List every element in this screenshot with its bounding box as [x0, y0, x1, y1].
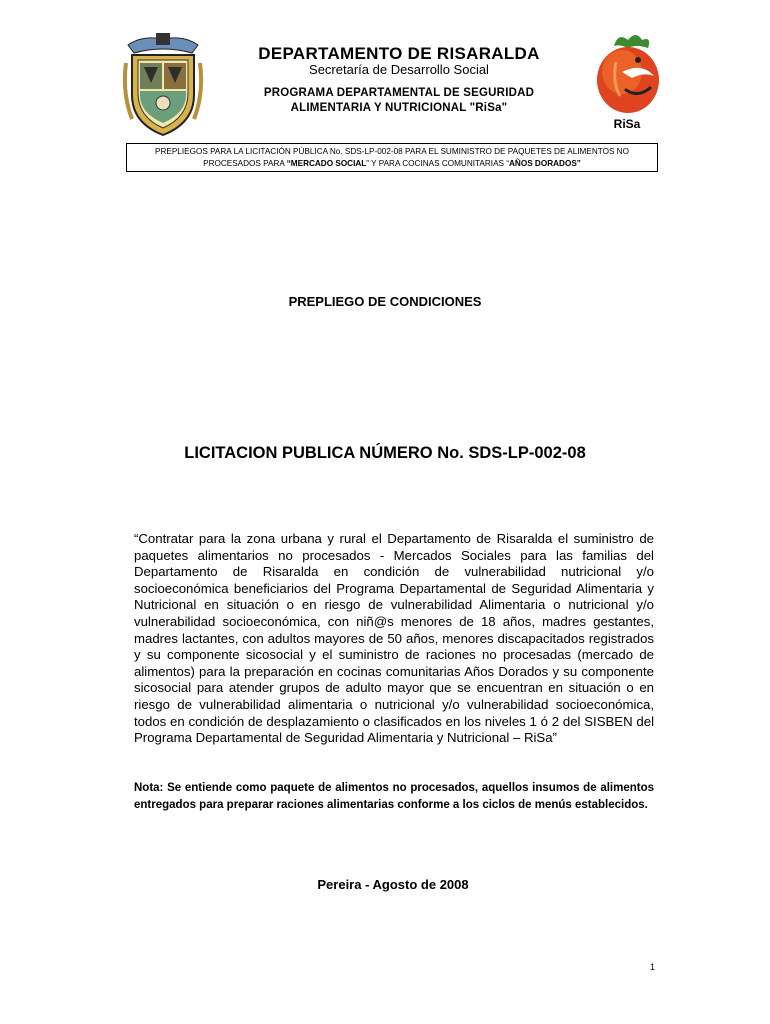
subject-text-3: ” — [576, 159, 581, 168]
risa-logo-label: RiSa — [613, 117, 641, 131]
department-crest-logo — [122, 33, 204, 137]
page-number: 1 — [650, 962, 656, 972]
subject-box — [126, 143, 658, 172]
place-date: Pereira - Agosto de 2008 — [317, 877, 469, 892]
program-name-line2: ALIMENTARIA Y NUTRICIONAL "RiSa" — [290, 102, 508, 114]
object-paragraph: “Contratar para la zona urbana y rural el Departamento de Risaralda el suministro de paquetes alimentarios no procesados - Mercados Sociales para las familias del Departamento de Risaralda en condición de vulnerabilidad nutricional y/o socioeconómica beneficiarios del Programa Departamental de Seguridad Alimentaria y Nutricional en situación o en riesgo de vulnerabilidad Alimentaria o nutricional y/o vulnerabilidad socioeconómica, con niñ@s menores de 18 años, madres gestantes, madres lactantes, con adultos mayores de 50 años, menores discapacitados registrados y su componente sicosocial y el suministro de raciones no procesadas (mercado de alimentos) para la preparación en cocinas comunitarias Años Dorados y su componente sicosocial para atender grupos de adulto mayor que se encuentran en situación o en riesgo de vulnerabilidad alimentaria o nutricional y/o vulnerabilidad socioeconómica, todos en condición de desplazamiento o clasificados en los niveles 1 ó 2 del SISBEN del Programa Departamental de Seguridad Alimentaria y Nutricional – RiSa” — [134, 531, 654, 746]
org-title: DEPARTAMENTO DE RISARALDA — [258, 44, 540, 63]
risa-tomato-logo — [592, 32, 662, 116]
nota-paragraph: Nota: Se entiende como paquete de alimentos no procesados, aquellos insumos de alimentos entregados para preparar raciones alimentarias conforme a los ciclos de menús establecidos. — [134, 782, 654, 811]
org-subtitle: Secretaría de Desarrollo Social — [309, 62, 489, 77]
prepliego-title: PREPLIEGO DE CONDICIONES — [288, 294, 482, 309]
program-name-line1: PROGRAMA DEPARTAMENTAL DE SEGURIDAD — [263, 87, 535, 99]
subject-text-2: ” Y PARA COCINAS COMUNITARIAS “ — [366, 159, 509, 168]
subject-bold-anos-dorados: AÑOS DORADOS — [509, 159, 577, 168]
subject-bold-mercado: “MERCADO SOCIAL — [286, 159, 367, 168]
subject-text-1: PREPLIEGOS PARA LA LICITACIÓN PÚBLICA No. SDS-LP-002-08 PARA EL SUMINISTRO DE PAQUETES DE ALIMENTOS NO PROCESADOS PARA — [155, 147, 629, 168]
licitacion-title: LICITACION PUBLICA NÚMERO No. SDS-LP-002-08 — [184, 444, 586, 462]
